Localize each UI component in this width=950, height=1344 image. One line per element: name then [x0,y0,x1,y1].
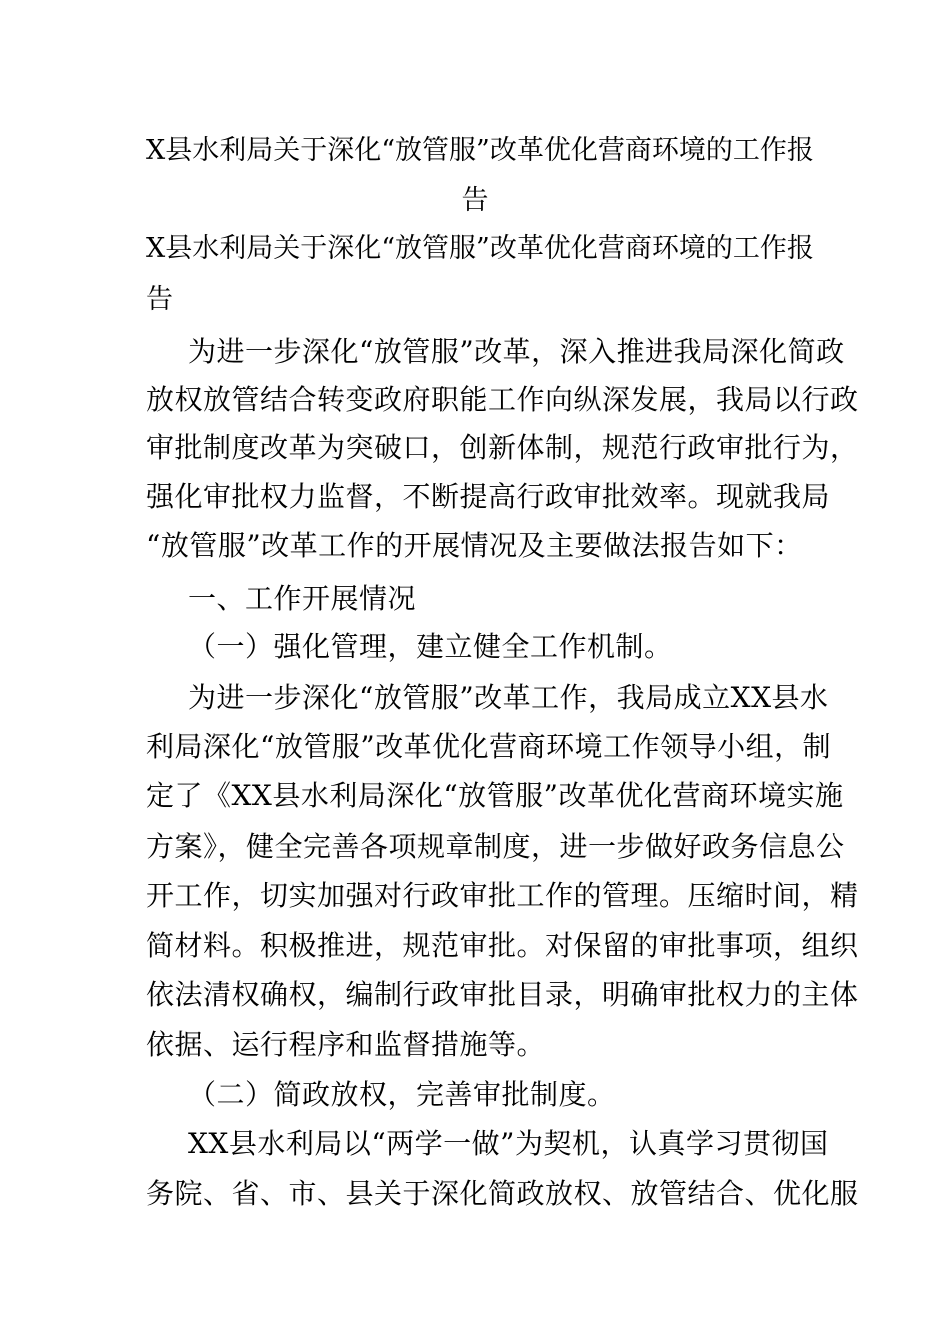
body-line: 为进一步深化“放管服”改革，深入推进我局深化简政 [188,335,845,368]
body-line: 利局深化“放管服”改革优化营商环境工作领导小组，制 [146,730,832,763]
body-line: 务院、省、市、县关于深化简政放权、放管结合、优化服 [146,1177,859,1210]
body-line: 简材料。积极推进，规范审批。对保留的审批事项，组织 [146,929,859,962]
document-heading-line-2: 告 [146,284,173,315]
body-line: 方案》，健全完善各项规章制度，进一步做好政务信息公 [146,830,845,863]
body-line: 强化审批权力监督，不断提高行政审批效率。现就我局 [146,480,831,513]
section-heading: 一、工作开展情况 [188,582,417,615]
body-line: XX县水利局以“两学一做”为契机，认真学习贯彻国 [188,1127,829,1160]
subsection-heading: （二）简政放权，完善审批制度。 [188,1078,616,1111]
body-line: 依法清权确权，编制行政审批目录，明确审批权力的主体 [146,978,859,1011]
body-line: “放管服”改革工作的开展情况及主要做法报告如下： [146,529,803,562]
body-line: 依据、运行程序和监督措施等。 [146,1028,546,1061]
body-line: 审批制度改革为突破口，创新体制，规范行政审批行为， [146,431,859,464]
subsection-heading: （一）强化管理，建立健全工作机制。 [188,630,673,663]
body-line: 放权放管结合转变政府职能工作向纵深发展，我局以行政 [146,383,859,416]
document-title-line-2: 告 [461,185,489,216]
body-line: 为进一步深化“放管服”改革工作，我局成立XX县水 [188,681,829,714]
body-line: 开工作，切实加强对行政审批工作的管理。压缩时间，精 [146,879,859,912]
body-line: 定了《XX县水利局深化“放管服”改革优化营商环境实施 [146,779,844,812]
document-heading-line-1: X县水利局关于深化“放管服”改革优化营商环境的工作报 [146,233,814,264]
document-title-line-1: X县水利局关于深化“放管服”改革优化营商环境的工作报 [146,135,814,166]
